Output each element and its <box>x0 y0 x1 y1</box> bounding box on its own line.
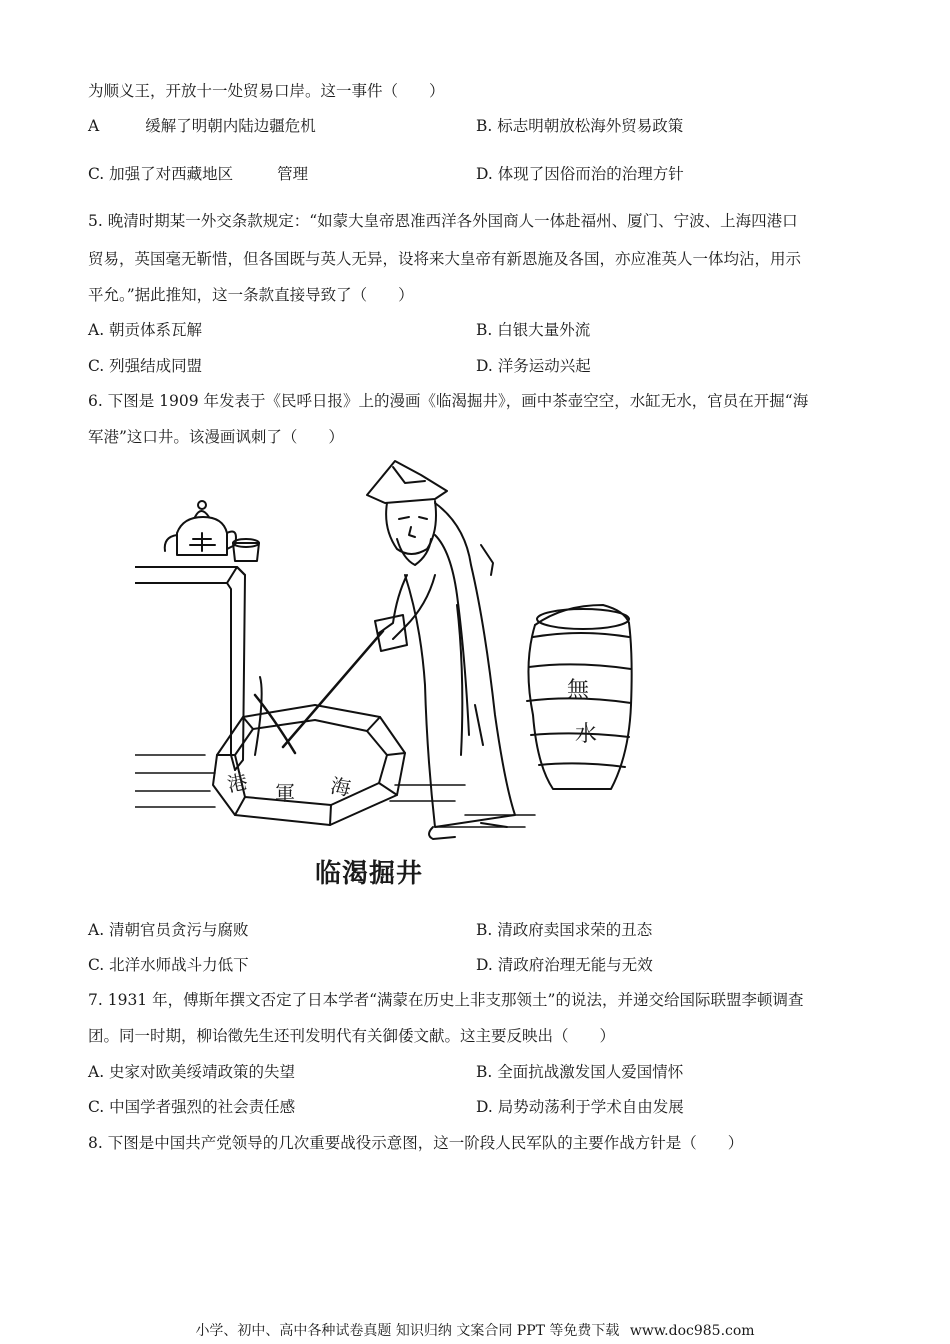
q5-stem-line2: 贸易，英国毫无靳惜，但各国既与英人无异，设将来大皇帝有新恩施及各国，亦应准英人一体均沾，用示 <box>88 250 802 268</box>
q8-stem-line1: 8. 下图是中国共产党领导的几次重要战役示意图，这一阶段人民军队的主要作战方针是（ ） <box>88 1134 744 1152</box>
q4-option-b: B. 标志明朝放松海外贸易政策 <box>476 117 684 135</box>
cartoon-caption: 临渴掘井 <box>315 859 424 889</box>
well-drawing <box>213 677 405 825</box>
q7-option-d: D. 局势动荡利于学术自由发展 <box>476 1098 684 1116</box>
well-char-3: 海 <box>328 773 353 801</box>
q7-option-b: B. 全面抗战激发国人爱国情怀 <box>476 1063 684 1081</box>
cup-drawing <box>233 539 259 561</box>
q4-option-a-text: 缓解了明朝内陆边疆危机 <box>145 117 316 135</box>
cartoon-illustration <box>135 455 640 895</box>
footer-url[interactable]: www.doc985.com <box>629 1323 755 1339</box>
q7-option-a: A. 史家对欧美绥靖政策的失望 <box>88 1063 296 1081</box>
well-char-2: 軍 <box>275 781 295 805</box>
q4-option-a-letter: A <box>88 117 100 135</box>
q7-option-c: C. 中国学者强烈的社会责任感 <box>88 1098 296 1116</box>
q4-stem-tail: 为顺义王，开放十一处贸易口岸。这一事件（ ） <box>88 82 445 100</box>
q6-option-a: A. 清朝官员贪污与腐败 <box>88 921 249 939</box>
q4-option-c-part1: C. 加强了对西藏地区 <box>88 165 234 183</box>
q5-option-b: B. 白银大量外流 <box>476 321 591 339</box>
q6-stem-line2: 军港”这口井。该漫画讽刺了（ ） <box>88 428 344 446</box>
q4-option-a <box>88 115 316 137</box>
vat-char-2: 水 <box>575 722 598 747</box>
q5-option-a: A. 朝贡体系瓦解 <box>88 321 203 339</box>
q5-option-c: C. 列强结成同盟 <box>88 357 203 375</box>
q6-stem-line1: 6. 下图是 1909 年发表于《民呼日报》上的漫画《临渴掘井》，画中茶壶空空，水缸无水，官员在开掘“海 <box>88 392 809 410</box>
q7-stem-line2: 团。同一时期，柳诒徵先生还刊发明代有关御倭文献。这主要反映出（ ） <box>88 1027 616 1045</box>
q4-option-c-part2: 管理 <box>277 165 309 183</box>
q4-option-d: D. 体现了因俗而治的治理方针 <box>476 165 684 183</box>
footer-text: 小学、初中、高中各种试卷真题 知识归纳 文案合同 PPT 等免费下载 <box>195 1323 620 1339</box>
q5-stem-line1: 5. 晚清时期某一外交条款规定：“如蒙大皇帝恩准西洋各外国商人一体赴福州、厦门、宁波、上海四港口 <box>88 212 798 230</box>
cartoon-figure <box>135 455 640 895</box>
official-drawing <box>367 461 515 839</box>
vat-char-1: 無 <box>567 678 590 703</box>
teapot-drawing <box>165 501 236 555</box>
pickaxe-drawing <box>255 631 383 753</box>
page-footer <box>0 1322 950 1340</box>
well-char-1: 港 <box>225 769 250 797</box>
q6-option-c: C. 北洋水师战斗力低下 <box>88 956 249 974</box>
q4-option-c <box>88 163 308 185</box>
q6-option-b: B. 清政府卖国求荣的丑态 <box>476 921 653 939</box>
q7-stem-line1: 7. 1931 年，傅斯年撰文否定了日本学者“满蒙在历史上非支那领土”的说法，并递交给国际联盟李顿调查 <box>88 991 804 1009</box>
q6-option-d: D. 清政府治理无能与无效 <box>476 956 653 974</box>
q5-option-d: D. 洋务运动兴起 <box>476 357 591 375</box>
q5-stem-line3: 平允。”据此推知，这一条款直接导致了（ ） <box>88 286 414 304</box>
